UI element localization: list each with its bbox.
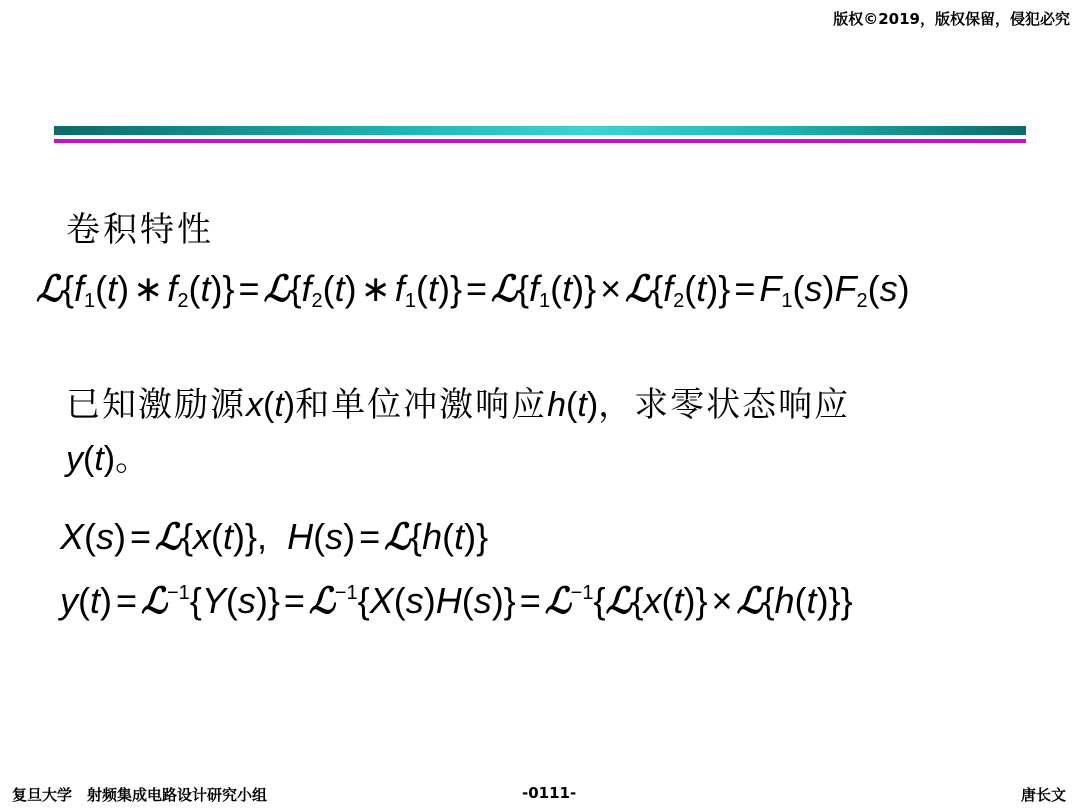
problem-statement: 已知激励源x(t)和单位冲激响应h(t)，求零状态响应 y(t)。 bbox=[66, 385, 851, 479]
transform-definition-equation: X(s) = ℒ{x(t)}, H(s) = ℒ{h(t)} bbox=[60, 516, 489, 558]
title-divider-magenta bbox=[54, 139, 1026, 143]
copyright-notice: 版权©2019，版权保留，侵犯必究 bbox=[833, 10, 1070, 28]
zero-state-response-equation: y(t) = ℒ$^{-1}${Y(s)} = ℒ$^{-1}${X(s)H(s)} = ℒ$^{-1}${ℒ{x(t)} × ℒ{h(t)}} bbox=[60, 580, 853, 622]
page-number: -0111- bbox=[522, 784, 577, 802]
slide-heading: 卷积特性 bbox=[66, 210, 214, 250]
title-divider-teal bbox=[54, 126, 1026, 135]
convolution-equation: $ℒ\{f_1(t)$ ∗ $f_2(t)$} = $ℒ\{f_2(t)$ ∗ $f_1(t)$} = $ℒ\{f_1(t)\}$ × $ℒ\{f_2(t)\} = F_1(s)F_2(s)$ bbox=[36, 268, 910, 312]
footer-author: 唐长文 bbox=[1020, 786, 1066, 804]
footer-organization: 复旦大学 射频集成电路设计研究小组 bbox=[12, 786, 268, 804]
